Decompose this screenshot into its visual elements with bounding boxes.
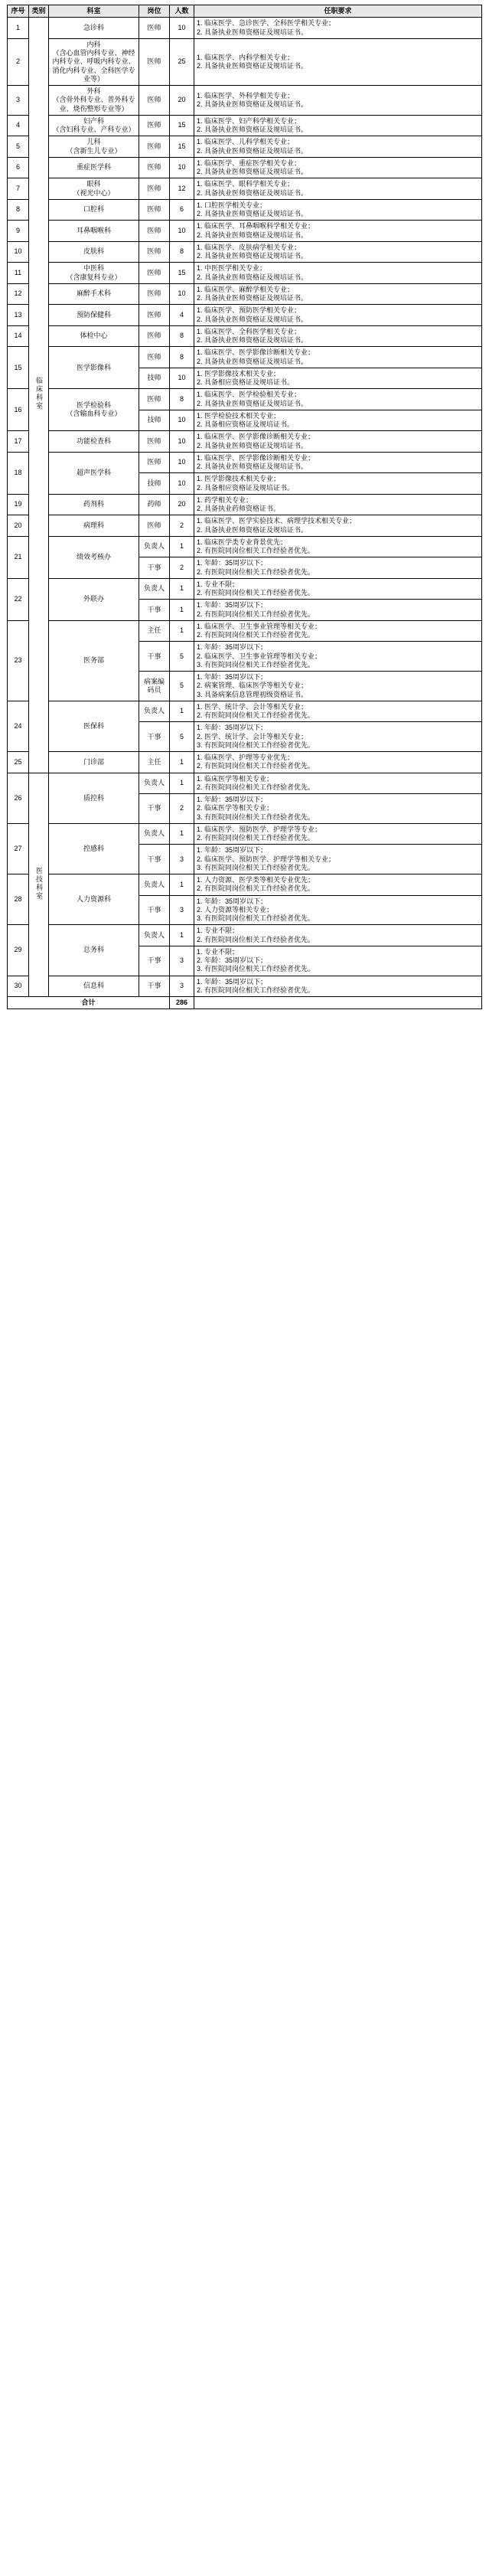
cell-requirements: 1. 年龄：35周岁以下； 2. 临床医学等相关专业； 3. 有医院同岗位相关工作经验者优先。 <box>194 794 482 824</box>
cell-count: 15 <box>170 136 194 158</box>
cell-department: 急诊科 <box>49 18 139 39</box>
cell-requirements: 1. 临床医学、内科学相关专业； 2. 具备执业医师资格证及规培证书。 <box>194 38 482 85</box>
cell-index: 17 <box>8 431 29 453</box>
cell-post: 技师 <box>139 368 170 389</box>
cell-department: 预防保健科 <box>49 305 139 326</box>
cell-index: 30 <box>8 976 29 997</box>
total-value: 286 <box>170 997 194 1009</box>
cell-requirements: 1. 临床医学、医学影像诊断相关专业； 2. 具备执业医师资格证及规培证书。 <box>194 347 482 368</box>
cell-requirements: 1. 临床医学、医学检验相关专业； 2. 具备执业医师资格证及规培证书。 <box>194 389 482 410</box>
cell-requirements: 1. 专业不限； 2. 有医院同岗位相关工作经验者优先。 <box>194 925 482 946</box>
cell-index: 4 <box>8 115 29 136</box>
cell-post: 干事 <box>139 794 170 824</box>
cell-requirements: 1. 药学相关专业； 2. 具备执业药师资格证书。 <box>194 494 482 515</box>
recruitment-table-page <box>0 5 489 1009</box>
cell-department: 人力资源科 <box>49 874 139 925</box>
cell-count: 25 <box>170 38 194 85</box>
cell-post: 医师 <box>139 221 170 242</box>
cell-post: 负责人 <box>139 925 170 946</box>
cell-department: 外联办 <box>49 578 139 620</box>
table-row <box>8 620 482 642</box>
cell-requirements: 1. 年龄：35周岁以下； 2. 有医院同岗位相关工作经验者优先。 <box>194 600 482 621</box>
cell-requirements: 1. 临床医学、急诊医学、全科医学相关专业； 2. 具备执业医师资格证及规培证书。 <box>194 18 482 39</box>
cell-post: 干事 <box>139 946 170 976</box>
cell-requirements: 1. 中医医学相关专业； 2. 具备执业医师资格证及规培证书。 <box>194 263 482 284</box>
cell-requirements: 1. 年龄：35周岁以下； 2. 医学、统计学、会计等相关专业； 3. 有医院同岗位相关工作经验者优先。 <box>194 722 482 752</box>
cell-department: 医务部 <box>49 620 139 701</box>
cell-index: 2 <box>8 38 29 85</box>
cell-department: 病理科 <box>49 515 139 537</box>
cell-requirements: 1. 临床医学等相关专业； 2. 有医院同岗位相关工作经验者优先。 <box>194 773 482 794</box>
cell-count: 8 <box>170 389 194 410</box>
cell-requirements: 1. 年龄：35周岁以下； 2. 临床医学、卫生事业管理等相关专业； 3. 有医院同岗位相关工作经验者优先。 <box>194 642 482 672</box>
cell-index: 21 <box>8 536 29 578</box>
cell-department: 眼科 （视光中心） <box>49 178 139 200</box>
cell-requirements: 1. 临床医学、眼科学相关专业； 2. 具备执业医师资格证及规培证书。 <box>194 178 482 200</box>
cell-requirements: 1. 临床医学、预防医学、护理学等专业； 2. 有医院同岗位相关工作经验者优先。 <box>194 823 482 845</box>
cell-department: 耳鼻咽喉科 <box>49 221 139 242</box>
cell-post: 医师 <box>139 157 170 178</box>
cell-post: 干事 <box>139 722 170 752</box>
cell-department: 信息科 <box>49 976 139 997</box>
cell-department: 中医科 （含康复科专业） <box>49 263 139 284</box>
cell-index: 19 <box>8 494 29 515</box>
cell-post: 技师 <box>139 410 170 431</box>
cell-department: 儿科 （含新生儿专业） <box>49 136 139 158</box>
cell-post: 干事 <box>139 600 170 621</box>
header-row <box>8 5 482 18</box>
cell-requirements: 1. 口腔医学相关专业； 2. 具备执业医师资格证及规培证书。 <box>194 199 482 221</box>
table-row <box>8 515 482 537</box>
cell-post: 药师 <box>139 494 170 515</box>
table-row <box>8 221 482 242</box>
cell-post: 负责人 <box>139 874 170 896</box>
cell-count: 1 <box>170 823 194 845</box>
cell-requirements: 1. 医学影像技术相关专业； 2. 具备相应资格证及规培证书。 <box>194 473 482 495</box>
cell-post: 医师 <box>139 305 170 326</box>
cell-requirements: 1. 医学、统计学、会计等相关专业； 2. 有医院同岗位相关工作经验者优先。 <box>194 701 482 722</box>
table-row <box>8 752 482 773</box>
cell-requirements: 1. 临床医学、医学影像诊断相关专业； 2. 具备执业医师资格证及规培证书。 <box>194 431 482 453</box>
cell-post: 干事 <box>139 557 170 579</box>
cell-count: 8 <box>170 241 194 263</box>
cell-post: 病案编码员 <box>139 672 170 701</box>
cell-requirements: 1. 临床医学、全科医学相关专业； 2. 具备执业医师资格证及规培证书。 <box>194 325 482 347</box>
cell-count: 3 <box>170 976 194 997</box>
table-row <box>8 773 482 794</box>
table-row <box>8 157 482 178</box>
cell-count: 20 <box>170 494 194 515</box>
cell-post: 医师 <box>139 86 170 116</box>
cell-post: 医师 <box>139 115 170 136</box>
cell-department: 功能检查科 <box>49 431 139 453</box>
cell-post: 主任 <box>139 752 170 773</box>
table-header <box>8 5 482 18</box>
cell-count: 3 <box>170 895 194 925</box>
cell-post: 负责人 <box>139 701 170 722</box>
cell-index: 26 <box>8 773 29 823</box>
cell-requirements: 1. 年龄：35周岁以下； 2. 人力资源等相关专业； 3. 有医院同岗位相关工作经验者优先。 <box>194 895 482 925</box>
cell-post: 医师 <box>139 241 170 263</box>
cell-index: 6 <box>8 157 29 178</box>
table-row <box>8 18 482 39</box>
table-row <box>8 347 482 368</box>
category-label: 医技科室 <box>35 866 43 901</box>
table-row <box>8 536 482 557</box>
cell-requirements: 1. 年龄：35周岁以下； 2. 有医院同岗位相关工作经验者优先。 <box>194 976 482 997</box>
cell-post: 技师 <box>139 473 170 495</box>
cell-post: 医师 <box>139 283 170 305</box>
cell-department: 医学检验科 （含输血科专业） <box>49 389 139 431</box>
cell-count: 5 <box>170 722 194 752</box>
cell-count: 3 <box>170 845 194 874</box>
cell-post: 医师 <box>139 347 170 368</box>
cell-department: 门诊部 <box>49 752 139 773</box>
cell-count: 1 <box>170 925 194 946</box>
cell-requirements: 1. 临床医学、护理等专业优先； 2. 有医院同岗位相关工作经验者优先。 <box>194 752 482 773</box>
cell-index: 18 <box>8 452 29 494</box>
cell-count: 1 <box>170 600 194 621</box>
cell-requirements: 1. 临床医学、预防医学相关专业； 2. 具备执业医师资格证及规培证书。 <box>194 305 482 326</box>
cell-department: 质控科 <box>49 773 139 823</box>
cell-post: 医师 <box>139 38 170 85</box>
cell-category <box>29 773 49 997</box>
cell-count: 10 <box>170 473 194 495</box>
header-post: 岗位 <box>139 5 170 18</box>
header-index: 序号 <box>8 5 29 18</box>
cell-post: 负责人 <box>139 773 170 794</box>
cell-index: 14 <box>8 325 29 347</box>
cell-department: 外科 （含骨外科专业、普外科专业、烧伤整形专业等） <box>49 86 139 116</box>
cell-count: 10 <box>170 18 194 39</box>
cell-post: 医师 <box>139 136 170 158</box>
cell-requirements: 1. 临床医学、儿科学相关专业； 2. 具备执业医师资格证及规培证书。 <box>194 136 482 158</box>
table-row <box>8 115 482 136</box>
cell-index: 24 <box>8 701 29 751</box>
cell-count: 4 <box>170 305 194 326</box>
cell-post: 医师 <box>139 263 170 284</box>
cell-count: 10 <box>170 283 194 305</box>
cell-index: 9 <box>8 221 29 242</box>
cell-requirements: 1. 专业不限； 2. 年龄：35周岁以下； 3. 有医院同岗位相关工作经验者优先。 <box>194 946 482 976</box>
cell-post: 负责人 <box>139 823 170 845</box>
cell-requirements: 1. 年龄：35周岁以下； 2. 临床医学、预防医学、护理学等相关专业； 3. 有医院同岗位相关工作经验者优先。 <box>194 845 482 874</box>
cell-index: 22 <box>8 578 29 620</box>
cell-post: 干事 <box>139 976 170 997</box>
cell-count: 10 <box>170 157 194 178</box>
table-row <box>8 263 482 284</box>
cell-requirements: 1. 临床医学、医学影像诊断相关专业； 2. 具备执业医师资格证及规培证书。 <box>194 452 482 473</box>
cell-index: 7 <box>8 178 29 200</box>
table-row <box>8 178 482 200</box>
table-row <box>8 325 482 347</box>
cell-department: 体检中心 <box>49 325 139 347</box>
cell-count: 10 <box>170 452 194 473</box>
cell-count: 1 <box>170 578 194 600</box>
table-row <box>8 976 482 997</box>
cell-requirements: 1. 医学影像技术相关专业； 2. 具备相应资格证及规培证书。 <box>194 368 482 389</box>
cell-index: 28 <box>8 874 29 925</box>
table-row <box>8 38 482 85</box>
cell-count: 6 <box>170 199 194 221</box>
cell-requirements: 1. 临床医学、外科学相关专业； 2. 具备执业医师资格证及规培证书。 <box>194 86 482 116</box>
cell-requirements: 1. 临床医学、麻醉学相关专业； 2. 具备执业医师资格证及规培证书。 <box>194 283 482 305</box>
cell-department: 药剂科 <box>49 494 139 515</box>
cell-post: 主任 <box>139 620 170 642</box>
cell-index: 1 <box>8 18 29 39</box>
table-row <box>8 86 482 116</box>
cell-index: 25 <box>8 752 29 773</box>
cell-requirements: 1. 临床医学、卫生事业管理等相关专业； 2. 有医院同岗位相关工作经验者优先。 <box>194 620 482 642</box>
cell-department: 重症医学科 <box>49 157 139 178</box>
cell-count: 2 <box>170 515 194 537</box>
cell-requirements: 1. 临床医学类专业背景优先； 2. 有医院同岗位相关工作经验者优先。 <box>194 536 482 557</box>
total-label: 合计 <box>8 997 170 1009</box>
header-category: 类别 <box>29 5 49 18</box>
table-row <box>8 578 482 600</box>
cell-index: 29 <box>8 925 29 976</box>
header-count: 人数 <box>170 5 194 18</box>
cell-count: 10 <box>170 431 194 453</box>
cell-index: 16 <box>8 389 29 431</box>
total-row <box>8 997 482 1009</box>
header-requirements: 任职要求 <box>194 5 482 18</box>
cell-post: 医师 <box>139 389 170 410</box>
table-row <box>8 199 482 221</box>
cell-post: 医师 <box>139 18 170 39</box>
cell-count: 1 <box>170 874 194 896</box>
cell-count: 5 <box>170 672 194 701</box>
cell-requirements: 1. 专业不限； 2. 有医院同岗位相关工作经验者优先。 <box>194 578 482 600</box>
cell-post: 负责人 <box>139 578 170 600</box>
cell-requirements: 1. 人力资源、医学类等相关专业优先； 2. 有医院同岗位相关工作经验者优先。 <box>194 874 482 896</box>
cell-count: 10 <box>170 410 194 431</box>
header-department: 科室 <box>49 5 139 18</box>
cell-department: 口腔科 <box>49 199 139 221</box>
cell-count: 1 <box>170 536 194 557</box>
cell-index: 20 <box>8 515 29 537</box>
table-row <box>8 452 482 473</box>
cell-category <box>29 18 49 773</box>
cell-index: 23 <box>8 620 29 701</box>
cell-post: 干事 <box>139 895 170 925</box>
cell-count: 8 <box>170 347 194 368</box>
cell-post: 医师 <box>139 178 170 200</box>
cell-count: 3 <box>170 946 194 976</box>
cell-post: 医师 <box>139 431 170 453</box>
cell-count: 1 <box>170 701 194 722</box>
total-blank <box>194 997 482 1009</box>
cell-post: 医师 <box>139 515 170 537</box>
cell-index: 13 <box>8 305 29 326</box>
cell-requirements: 1. 临床医学、重症医学相关专业； 2. 具备执业医师资格证及规培证书。 <box>194 157 482 178</box>
recruitment-table <box>7 5 482 1009</box>
cell-requirements: 1. 临床医学、妇产科学相关专业； 2. 具备执业医师资格证及规培证书。 <box>194 115 482 136</box>
table-footer <box>8 997 482 1009</box>
cell-requirements: 1. 医学检验技术相关专业； 2. 具备相应资格证及规培证书。 <box>194 410 482 431</box>
table-row <box>8 389 482 410</box>
cell-index: 11 <box>8 263 29 284</box>
category-label: 临床科室 <box>35 377 43 411</box>
cell-post: 负责人 <box>139 536 170 557</box>
cell-index: 10 <box>8 241 29 263</box>
cell-department: 皮肤科 <box>49 241 139 263</box>
cell-count: 15 <box>170 115 194 136</box>
table-row <box>8 494 482 515</box>
cell-requirements: 1. 临床医学、耳鼻咽喉科学相关专业； 2. 具备执业医师资格证及规培证书。 <box>194 221 482 242</box>
table-row <box>8 136 482 158</box>
cell-post: 干事 <box>139 642 170 672</box>
cell-count: 15 <box>170 263 194 284</box>
table-row <box>8 283 482 305</box>
cell-department: 控感科 <box>49 823 139 874</box>
cell-count: 8 <box>170 325 194 347</box>
table-row <box>8 701 482 722</box>
cell-requirements: 1. 临床医学、皮肤病学相关专业； 2. 具备执业医师资格证及规培证书。 <box>194 241 482 263</box>
cell-count: 2 <box>170 794 194 824</box>
cell-department: 内科 （含心血管内科专业、神经内科专业、呼吸内科专业、消化内科专业、全科医学专业等） <box>49 38 139 85</box>
cell-index: 5 <box>8 136 29 158</box>
cell-post: 医师 <box>139 325 170 347</box>
table-body <box>8 18 482 997</box>
cell-index: 8 <box>8 199 29 221</box>
cell-index: 3 <box>8 86 29 116</box>
table-row <box>8 431 482 453</box>
cell-post: 医师 <box>139 199 170 221</box>
cell-requirements: 1. 年龄：35周岁以下； 2. 病案管理、临床医学等相关专业； 3. 具备病案信息管理初级资格证书。 <box>194 672 482 701</box>
cell-index: 27 <box>8 823 29 874</box>
cell-post: 干事 <box>139 845 170 874</box>
cell-requirements: 1. 年龄：35周岁以下； 2. 有医院同岗位相关工作经验者优先。 <box>194 557 482 579</box>
cell-count: 1 <box>170 752 194 773</box>
cell-index: 15 <box>8 347 29 389</box>
table-row <box>8 823 482 845</box>
cell-department: 绩效考核办 <box>49 536 139 578</box>
table-row <box>8 925 482 946</box>
cell-department: 医学影像科 <box>49 347 139 389</box>
cell-index: 12 <box>8 283 29 305</box>
table-row <box>8 241 482 263</box>
cell-count: 5 <box>170 642 194 672</box>
cell-department: 医保科 <box>49 701 139 751</box>
cell-department: 麻醉手术科 <box>49 283 139 305</box>
cell-count: 1 <box>170 620 194 642</box>
cell-count: 20 <box>170 86 194 116</box>
cell-count: 12 <box>170 178 194 200</box>
cell-count: 10 <box>170 221 194 242</box>
table-row <box>8 874 482 896</box>
cell-count: 10 <box>170 368 194 389</box>
cell-post: 医师 <box>139 452 170 473</box>
cell-department: 总务科 <box>49 925 139 976</box>
cell-department: 超声医学科 <box>49 452 139 494</box>
cell-count: 1 <box>170 773 194 794</box>
cell-count: 2 <box>170 557 194 579</box>
cell-requirements: 1. 临床医学、医学实验技术、病理学技术相关专业； 2. 具备执业医师资格证及规培证书。 <box>194 515 482 537</box>
cell-department: 妇产科 （含妇科专业、产科专业） <box>49 115 139 136</box>
table-row <box>8 305 482 326</box>
